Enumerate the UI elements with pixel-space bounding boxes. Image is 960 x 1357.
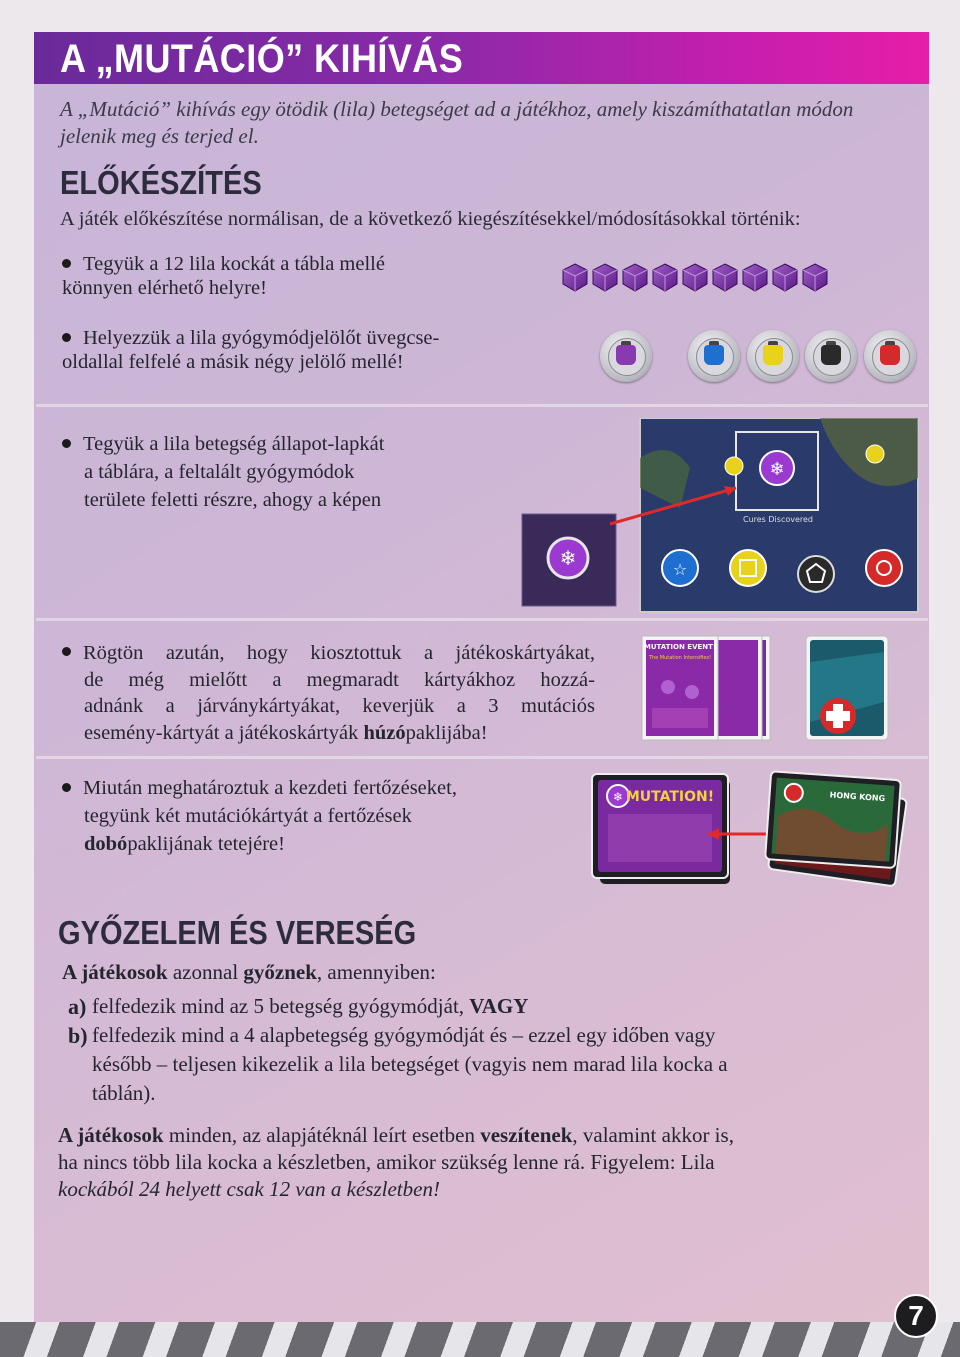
mutation-event-label: MUTATION EVENT! <box>643 643 717 651</box>
prep-heading: ELŐKÉSZÍTÉS <box>60 164 262 201</box>
bullet-line: Miután meghatároztuk a kezdeti fertőzéseket, <box>83 777 457 799</box>
mutation-intensifies-label: The Mutation Intensifies! <box>648 655 712 661</box>
bullet-dot <box>62 783 71 792</box>
bullet-mutation-events <box>62 640 595 746</box>
victory-conditions <box>68 992 848 1108</box>
bullet-cure-marker <box>62 326 562 374</box>
bullet-mutation-cards <box>62 774 542 858</box>
svg-text:☆: ☆ <box>672 560 688 579</box>
loss-conditions: A játékosok minden, az alapjátéknál leírt esetben veszítenek, valamint akkor is, ha nincs több lila kocka a készletben, amikor szükség lenne rá. Figyelem: Lila kockából 24 helyett csak 12 van a készletben! <box>58 1123 734 1201</box>
bullet-line: de még mielőtt a megmaradt kártyákhoz hozzá- <box>84 668 595 691</box>
divider <box>36 404 928 407</box>
divider <box>36 756 928 759</box>
bullet-line: adnánk a járványkártyákat, keverjük a 3 mutációs <box>84 695 595 717</box>
purple-cubes-illustration <box>560 262 832 294</box>
victory-condition-b: b) felfedezik mind a 4 alapbetegség gyógymódját és – ezzel egy időben vagy később – teljesen kikezelik a lila betegséget (vagyis nem marad lila kocka a táblán). <box>68 1023 728 1105</box>
svg-text:❄: ❄ <box>769 459 785 480</box>
blue-cure-marker-icon <box>688 330 740 382</box>
intro-text: A „Mutáció” kihívás egy ötödik (lila) betegséget ad a játékhoz, amely kiszámíthatatlan módon jelenik meg és terjed el. <box>60 97 854 148</box>
bullet-line: dobópaklijának tetejére! <box>84 833 285 855</box>
mutation-card-label: MUTATION! <box>625 789 715 805</box>
svg-text:❄: ❄ <box>559 546 577 570</box>
bullet-line: Tegyük a 12 lila kockát a tábla mellé <box>83 253 385 275</box>
bullet-line: tegyünk két mutációkártyát a fertőzések <box>84 805 412 827</box>
bullet-line: oldallal felfelé a másik négy jelölő mellé! <box>62 351 404 373</box>
bullet-dot <box>62 647 71 656</box>
purple-cure-marker-icon <box>600 330 652 382</box>
bullet-line: könnyen elérhető helyre! <box>62 277 267 299</box>
bullet-cubes <box>62 252 522 300</box>
cures-discovered-label: Cures Discovered <box>742 515 814 524</box>
victory-heading: GYŐZELEM ÉS VERESÉG <box>58 914 417 951</box>
hong-kong-card-label: HONG KONG <box>829 790 886 804</box>
bullet-line: Helyezzük a lila gyógymódjelölőt üvegcse- <box>83 327 440 349</box>
board-illustration <box>520 418 920 614</box>
red-cure-marker-icon <box>864 330 916 382</box>
bullet-line: Tegyük a lila betegség állapot-lapkát <box>83 433 385 455</box>
mutation-event-cards-illustration <box>640 632 892 744</box>
mutation-infection-cards-illustration <box>588 770 916 888</box>
divider <box>36 618 928 621</box>
footer-stripes <box>0 1322 960 1357</box>
title-banner <box>34 32 929 84</box>
bullet-line: Rögtön azután, hogy kiosztottuk a játékoskártyákat, <box>83 642 595 664</box>
yellow-cure-marker-icon <box>747 330 799 382</box>
page-number: 7 <box>894 1294 938 1338</box>
bullet-line: területe feletti részre, ahogy a képen <box>84 489 382 511</box>
page-title: A „MUTÁCIÓ” KIHÍVÁS <box>60 37 464 81</box>
victory-intro: A játékosok azonnal győznek, amennyiben: <box>62 960 436 984</box>
prep-intro: A játék előkészítése normálisan, de a következő kiegészítésekkel/módosításokkal történik: <box>60 208 801 230</box>
bullet-dot <box>62 333 71 342</box>
black-cure-marker-icon <box>805 330 857 382</box>
svg-text:❄: ❄ <box>612 790 624 804</box>
victory-condition-a: a) felfedezik mind az 5 betegség gyógymódját, VAGY <box>68 994 529 1019</box>
bullet-status-tile <box>62 430 482 514</box>
bullet-line: esemény-kártyát a játékoskártyák húzópaklijába! <box>84 721 488 744</box>
bullet-dot <box>62 259 71 268</box>
bullet-dot <box>62 439 71 448</box>
bullet-line: a táblára, a feltalált gyógymódok <box>84 461 355 483</box>
